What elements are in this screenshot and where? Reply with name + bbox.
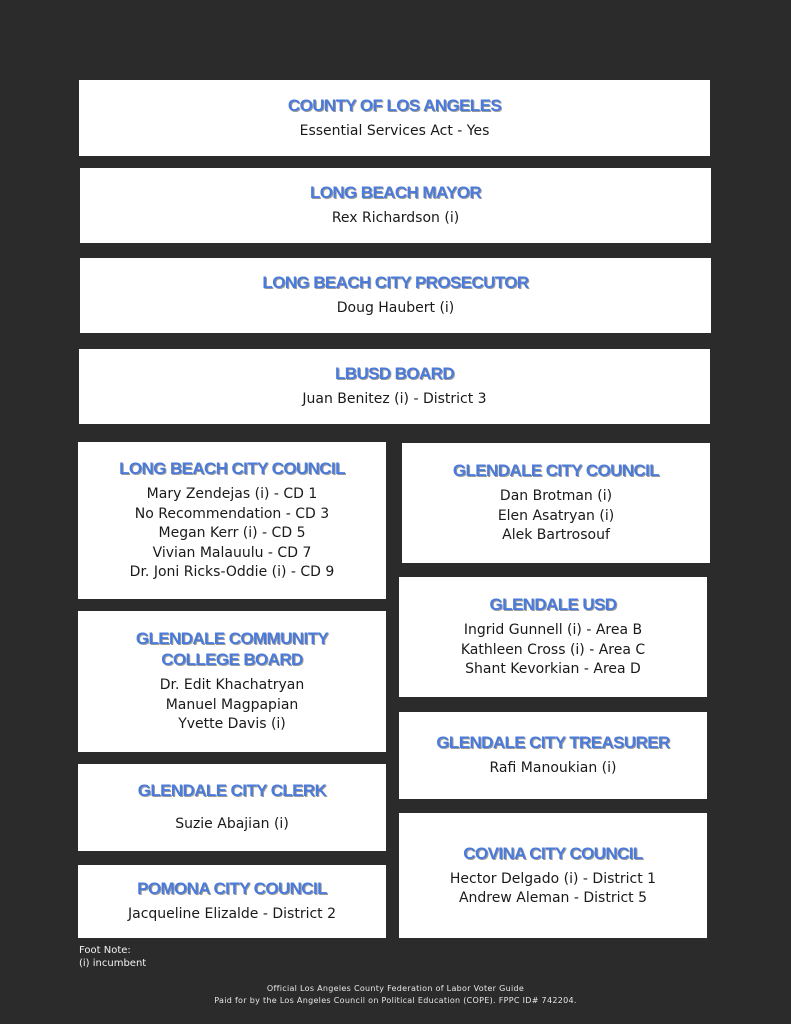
- card-line: Manuel Magpapian: [165, 696, 299, 713]
- footnote: [79, 944, 146, 970]
- card-line: Megan Kerr (i) - CD 5: [158, 525, 306, 542]
- card-title: COUNTY OF LOS ANGELES: [287, 95, 502, 115]
- card-line: No Recommendation - CD 3: [134, 505, 330, 522]
- card-line: Vivian Malauulu - CD 7: [152, 544, 312, 561]
- card-line: Rafi Manoukian (i): [489, 760, 617, 777]
- card-glendale-city-council: [402, 443, 710, 563]
- card-line: Hector Delgado (i) - District 1: [449, 870, 657, 887]
- card-glendale-city-treasurer: [399, 712, 707, 799]
- card-glendale-community-college-board: [78, 611, 386, 752]
- card-line: Dan Brotman (i): [499, 488, 613, 505]
- footnote-heading: Foot Note:: [79, 945, 131, 956]
- card-line: Mary Zendejas (i) - CD 1: [146, 486, 318, 503]
- card-line: Rex Richardson (i): [331, 210, 460, 227]
- card-line: Suzie Abajian (i): [175, 816, 289, 833]
- disclaimer-line-2: Paid for by the Los Angeles Council on Political Education (COPE). FPPC ID# 742204.: [214, 996, 577, 1005]
- card-line: Yvette Davis (i): [178, 716, 286, 733]
- card-lbusd-board: [79, 349, 710, 424]
- card-title: LONG BEACH CITY PROSECUTOR: [262, 273, 529, 293]
- card-line: Essential Services Act - Yes: [299, 122, 490, 139]
- card-line: Dr. Edit Khachatryan: [159, 677, 305, 694]
- card-line: Juan Benitez (i) - District 3: [302, 391, 487, 408]
- card-covina-city-council: [399, 813, 707, 938]
- card-line: Jacqueline Elizalde - District 2: [127, 906, 337, 923]
- card-pomona-city-council: [78, 865, 386, 938]
- card-title: GLENDALE CITY CLERK: [137, 781, 327, 801]
- card-title: LONG BEACH MAYOR: [309, 183, 482, 203]
- card-long-beach-city-council: [78, 442, 386, 599]
- card-title: GLENDALE CITY TREASURER: [436, 733, 670, 753]
- card-glendale-usd: [399, 577, 707, 697]
- card-title: GLENDALE USD: [489, 595, 617, 615]
- card-title: GLENDALE COMMUNITY COLLEGE BOARD: [135, 629, 329, 670]
- footnote-text: (i) incumbent: [79, 958, 147, 969]
- card-line: Andrew Aleman - District 5: [458, 890, 648, 906]
- card-line: Elen Asatryan (i): [497, 507, 615, 524]
- card-title: GLENDALE CITY COUNCIL: [452, 461, 660, 481]
- card-line: Ingrid Gunnell (i) - Area B: [463, 622, 643, 639]
- card-title: COVINA CITY COUNCIL: [463, 843, 643, 863]
- card-line: Dr. Joni Ricks-Oddie (i) - CD 9: [129, 564, 335, 581]
- disclaimer-line-1: Official Los Angeles County Federation of Labor Voter Guide: [266, 984, 525, 993]
- paid-for-disclaimer: [0, 983, 791, 1007]
- card-title: LBUSD BOARD: [334, 364, 454, 384]
- card-title: LONG BEACH CITY COUNCIL: [119, 459, 345, 479]
- card-title: POMONA CITY COUNCIL: [137, 879, 327, 899]
- card-long-beach-city-prosecutor: [80, 258, 711, 333]
- card-line: Doug Haubert (i): [336, 300, 455, 317]
- card-long-beach-mayor: [80, 168, 711, 243]
- card-line: Alek Bartrosouf: [502, 527, 610, 544]
- card-line: Kathleen Cross (i) - Area C: [460, 641, 646, 658]
- card-line: Shant Kevorkian - Area D: [465, 661, 641, 678]
- card-glendale-city-clerk: [78, 764, 386, 851]
- card-county-of-los-angeles: [79, 80, 710, 156]
